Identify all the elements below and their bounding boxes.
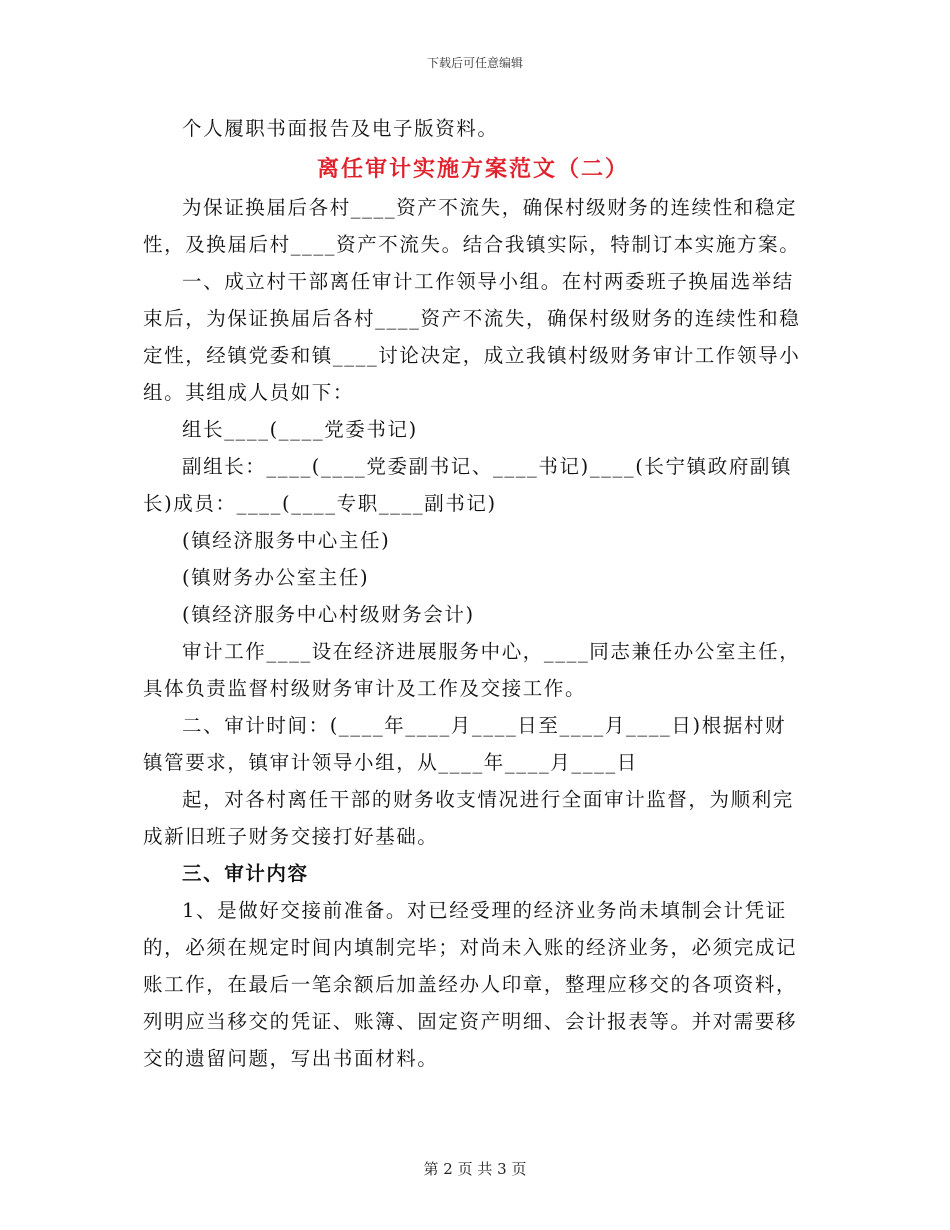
page-footer: 第 2 页 共 3 页 [423, 1160, 527, 1178]
document-body [143, 110, 803, 1077]
section-two-paragraph: 二、审计时间：(____年____月____日至____月____日)根据村财镇管要求，镇审计领导小组，从____年____月____日 [143, 714, 787, 774]
section-one-paragraph: 一、成立村干部离任审计工作领导小组。在村两委班子换届选举结束后，为保证换届后各村____资产不流失，确保村级财务的连续性和稳定性，经镇党委和镇____讨论决定，成立我镇村级财务审计工作领导小组。其组成人员如下： [143, 270, 801, 404]
group-leader-line: 组长____(____党委书记) [182, 418, 418, 441]
member-line-2: (镇财务办公室主任) [182, 566, 370, 589]
page-header: 下载后可任意编辑 [426, 56, 523, 70]
continuation-paragraph: 个人履职书面报告及电子版资料。 [182, 117, 499, 140]
deputy-leader-line: 副组长：____(____党委副书记、____书记)____(长宁镇政府副镇长)成员：____(____专职____副书记) [143, 455, 793, 515]
member-line-3: (镇经济服务中心村级财务会计) [182, 603, 475, 626]
member-line-1: (镇经济服务中心主任) [182, 529, 391, 552]
intro-paragraph: 为保证换届后各村____资产不流失，确保村级财务的连续性和稳定性，及换届后村____资产不流失。结合我镇实际，特制订本实施方案。 [143, 196, 801, 256]
section-two-continuation: 起，对各村离任干部的财务收支情况进行全面审计监督，为顺利完成新旧班子财务交接打好基础。 [143, 788, 794, 848]
document-title: 离任审计实施方案范文（二） [316, 156, 629, 182]
section-three-item-1: 1、是做好交接前准备。对已经受理的经济业务尚未填制会计凭证的，必须在规定时间内填制完毕；对尚未入账的经济业务，必须完成记账工作，在最后一笔余额后加盖经办人印章，整理应移交的各项资料，列明应当移交的凭证、账簿、固定资产明细、会计报表等。并对需要移交的遗留问题，写出书面材料。 [143, 899, 798, 1070]
section-three-heading: 三、审计内容 [182, 862, 309, 885]
office-paragraph: 审计工作____设在经济进展服务中心，____同志兼任办公室主任，具体负责监督村级财务审计及工作及交接工作。 [143, 640, 801, 700]
